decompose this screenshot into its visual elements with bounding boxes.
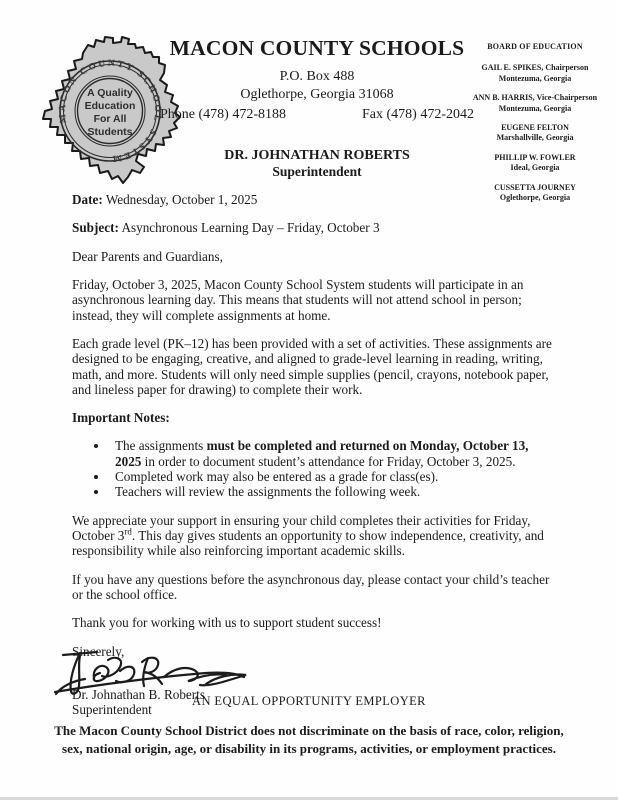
- letter-body: [72, 192, 552, 718]
- ordinal-superscript: rd: [124, 526, 132, 537]
- phone-number: Phone (478) 472-8188: [160, 106, 286, 122]
- date-line: [72, 192, 552, 207]
- body-paragraph-3: We appreciate your support in ensuring your child completes their activities for Friday, October 3rd. This day gives students an opportunity to show independence, creativity, and responsibility while also reinforcing important academic skills.: [72, 512, 544, 559]
- salutation: Dear Parents and Guardians,: [72, 248, 223, 264]
- address-po-box: P.O. Box 488: [279, 69, 355, 84]
- closing: Sincerely,: [72, 643, 125, 659]
- board-member-city: Montezuma, Georgia: [498, 103, 572, 113]
- signer-title: Superintendent: [72, 702, 152, 718]
- note-item-1: • The assignments must be completed and returned on Monday, October 13, 2025 in order to document student’s attendance for Friday, October 3, 2025.: [109, 438, 552, 469]
- board-member-city: Marshallville, Georgia: [496, 133, 574, 143]
- non-discrimination-disclaimer: The Macon County School District does not discriminate on the basis of race, color, religion, sex, national origin, age, or disability in its programs, activities, or employment practices.: [54, 723, 564, 756]
- date-label: Date:: [72, 192, 103, 207]
- seal-center-line-2: Education: [84, 100, 136, 112]
- phone-fax-row: [158, 107, 476, 123]
- board-member: [460, 123, 610, 144]
- body-paragraph-2: Each grade level (PK–12) has been provided with a set of activities. These assignments are designed to be engaging, creative, and aligned to grade-level learning in reading, writing, math, and more. Students will only need simple supplies (pencil, crayons, notebook paper, and lineless paper for drawing) to complete their work.: [72, 335, 552, 397]
- school-name: MACON COUNTY SCHOOLS: [169, 36, 465, 60]
- important-notes-list: [72, 438, 552, 499]
- subject-value: Asynchronous Learning Day – Friday, October 3: [121, 220, 380, 236]
- board-member-name: PHILLIP W. FOWLER: [494, 152, 576, 162]
- board-member-name: ANN B. HARRIS, Vice-Chairperson: [472, 93, 598, 103]
- fax-number: Fax (478) 472-2042: [362, 106, 474, 122]
- body-paragraph-4: If you have any questions before the asynchronous day, please contact your child’s teacher or the school office.: [72, 571, 550, 602]
- superintendent-block: [158, 148, 476, 180]
- subject-line: [72, 220, 552, 235]
- seal-center-line-4: Students: [87, 126, 133, 138]
- note-item-1-bold: must be completed and returned on Monday, October 13, 2025: [115, 438, 529, 469]
- address-city: Oglethorpe, Georgia 31068: [240, 86, 394, 102]
- board-member: [460, 153, 610, 174]
- board-member-name: GAIL E. SPIKES, Chairperson: [481, 63, 589, 73]
- board-member-name: CUSSETTA JOURNEY: [494, 182, 576, 192]
- body-paragraph-1: Friday, October 3, 2025, Macon County School System students will participate in an asynchronous learning day. This means that students will not attend school in person; instead, they will complete assignments at home.: [72, 276, 524, 323]
- note-item-2: • Completed work may also be entered as a grade for class(es).: [109, 469, 552, 484]
- superintendent-name: DR. JOHNATHAN ROBERTS: [224, 147, 410, 163]
- board-member-name: EUGENE FELTON: [501, 122, 569, 132]
- important-notes-heading: Important Notes:: [72, 410, 170, 426]
- seal-arc-text-bottom: SYSTEM: [109, 127, 158, 164]
- board-of-education: [460, 42, 610, 212]
- signer-name: Dr. Johnathan B. Roberts: [72, 686, 205, 702]
- superintendent-title: Superintendent: [272, 163, 362, 179]
- board-member-city: Ideal, Georgia: [510, 163, 560, 173]
- board-member-city: Oglethorpe, Georgia: [499, 192, 571, 202]
- seal-arc-text-top: MACON COUNTY SCHOOL: [57, 58, 163, 124]
- board-heading: BOARD OF EDUCATION: [487, 42, 583, 51]
- subject-label: Subject:: [72, 220, 119, 236]
- board-member: [460, 93, 610, 114]
- seal-center-line-3: For All: [93, 113, 127, 125]
- date-value: Wednesday, October 1, 2025: [105, 192, 258, 207]
- equal-opportunity-line: AN EQUAL OPPORTUNITY EMPLOYER: [192, 694, 426, 708]
- seal-center-line-1: A Quality: [87, 87, 133, 99]
- body-paragraph-5: Thank you for working with us to support student success!: [72, 615, 382, 631]
- footer: [0, 694, 618, 757]
- note-item-3: • Teachers will review the assignments the following week.: [109, 484, 552, 499]
- letterhead: [158, 36, 476, 180]
- board-member: [460, 63, 610, 84]
- board-member-city: Montezuma, Georgia: [498, 73, 572, 83]
